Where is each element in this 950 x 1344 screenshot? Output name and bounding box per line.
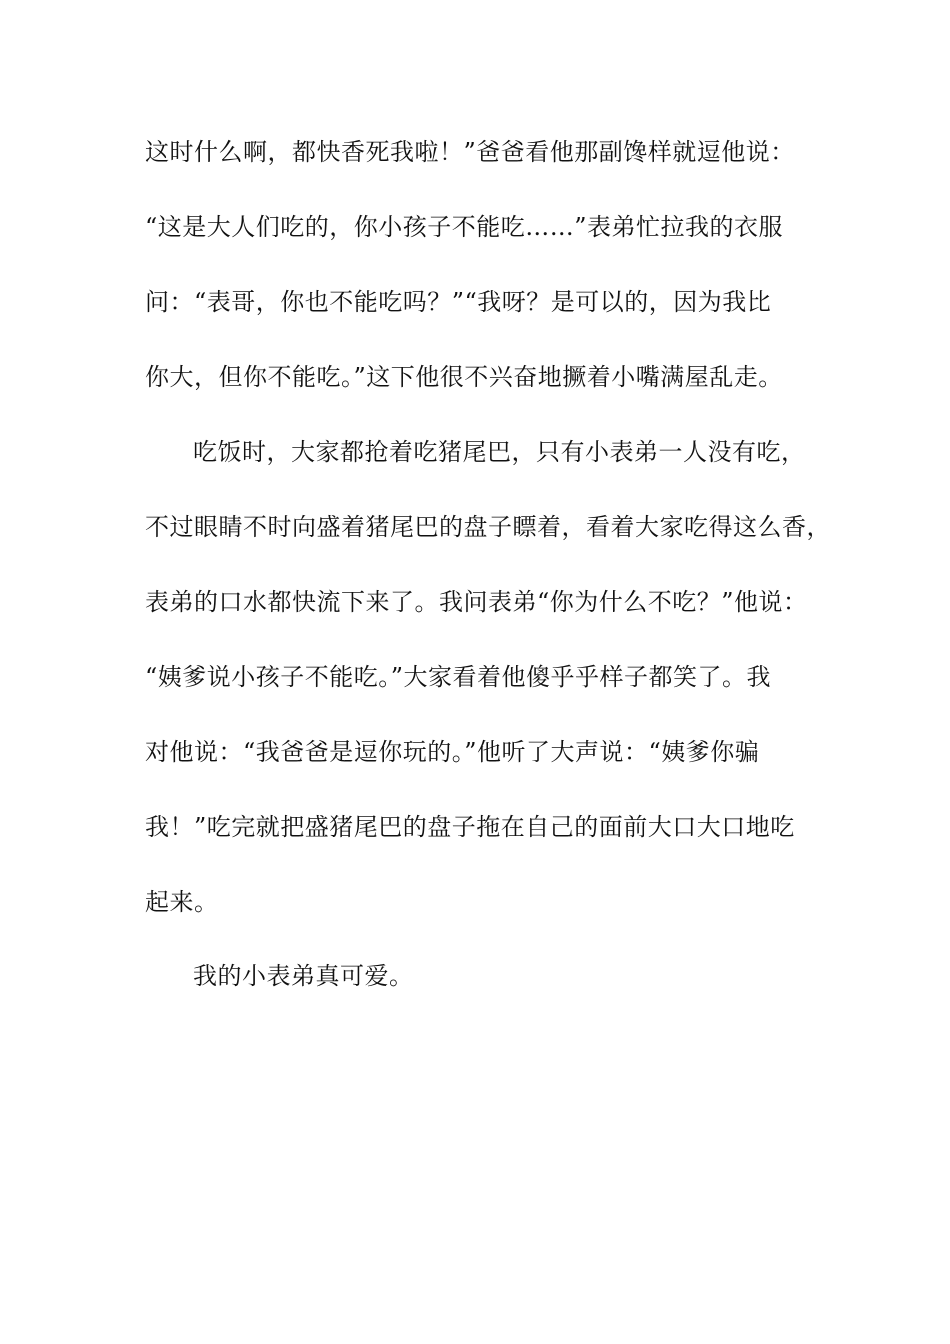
text-line-4: 你大，但你不能吃。”这下他很不兴奋地撅着小嘴满屋乱走。 — [145, 363, 783, 391]
text-line-6: 不过眼睛不时向盛着猪尾巴的盘子瞟着，看着大家吃得这么香， — [145, 513, 831, 541]
text-line-8: “姨爹说小孩子不能吃。”大家看着他傻乎乎样子都笑了。我 — [145, 663, 772, 691]
text-line-9: 对他说：“我爸爸是逗你玩的。”他听了大声说：“姨爹你骗 — [145, 738, 760, 766]
closing-line: 我的小表弟真可爱。 — [193, 962, 414, 990]
text-line-7: 表弟的口水都快流下来了。我问表弟“你为什么不吃？”他说： — [145, 588, 808, 616]
text-line-11: 起来。 — [145, 888, 219, 916]
paragraph-start-line: 吃饭时，大家都抢着吃猪尾巴，只有小表弟一人没有吃， — [193, 438, 806, 466]
text-line-3: 问：“表哥，你也不能吃吗？”“我呀？是可以的，因为我比 — [145, 288, 772, 316]
text-line-10: 我！”吃完就把盛猪尾巴的盘子拖在自己的面前大口大口地吃 — [145, 813, 795, 841]
text-line-1: 这时什么啊，都快香死我啦！”爸爸看他那副馋样就逗他说： — [145, 138, 795, 166]
text-line-2: “这是大人们吃的，你小孩子不能吃……”表弟忙拉我的衣服 — [145, 213, 784, 241]
